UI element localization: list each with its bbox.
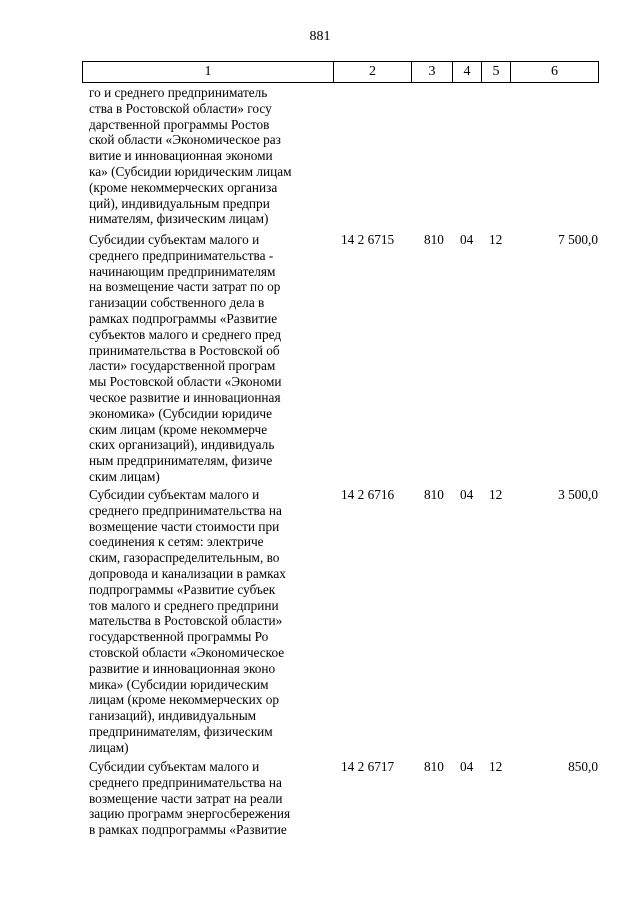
- header-border-right: [598, 62, 599, 82]
- header-col-5: 5: [492, 64, 500, 79]
- row-code: 14 2 6715: [341, 232, 395, 247]
- header-col-4: 4: [463, 64, 471, 79]
- row-col-4: 04: [460, 487, 474, 502]
- row-amount: 7 500,0: [558, 232, 598, 247]
- row-amount: 3 500,0: [558, 487, 598, 502]
- page-number: 881: [309, 29, 331, 44]
- row-col-4: 04: [460, 759, 474, 774]
- header-col-2: 2: [369, 64, 376, 79]
- row-amount: 850,0: [568, 759, 598, 774]
- row-code: 14 2 6717: [341, 759, 395, 774]
- row-col-3: 810: [424, 759, 444, 774]
- row-description: Субсидии субъектам малого и среднего предпринимательства - начинающим предпринимателям на возмещение части затрат по ор ганизации собственного дела в рамках подпрограммы «Развитие субъектов малого и среднего пред принимательства в Ростовской об ласти» государственной програм мы Ростовской области «Экономи ческое развитие и инновационная экономика» (Субсидии юридиче ским лицам (кроме некоммерче ских организаций), индивидуаль ным предпринимателям, физиче ским лицам): [89, 232, 282, 484]
- row-col-5: 12: [489, 759, 503, 774]
- row-col-4: 04: [460, 232, 474, 247]
- row-description: го и среднего предприниматель ства в Ростовской области» госу дарственной программы Ростов ской области «Экономическое раз витие и инновационная экономи ка» (Субсидии юридическим лицам (кроме некоммерческих организа ций), индивидуальным предпри нимателям, физическим лицам): [89, 85, 292, 227]
- row-col-3: 810: [424, 232, 444, 247]
- header-col-3: 3: [428, 64, 436, 79]
- row-description: Субсидии субъектам малого и среднего предпринимательства на возмещение части стоимости при соединения к сетям: электриче ским, газораспределительным, во допровода и канализации в рамках подпрограммы «Развитие субъек тов малого и среднего предприни мательства в Ростовской области» государственной программы Ро стовской области «Экономическое развитие и инновационная эконо мика» (Субсидии юридическим лицам (кроме некоммерческих ор ганизаций), индивидуальным предпринимателям, физическим лицам): [89, 487, 286, 755]
- row-col-3: 810: [424, 487, 444, 502]
- row-description: Субсидии субъектам малого и среднего предпринимательства на возмещение части затрат на реали зацию программ энергосбережения в рамках подпрограммы «Развитие: [89, 759, 291, 838]
- row-code: 14 2 6716: [341, 487, 395, 502]
- table-header: [82, 61, 599, 83]
- header-col-1: 1: [204, 64, 212, 79]
- row-col-5: 12: [489, 487, 503, 502]
- row-col-5: 12: [489, 232, 503, 247]
- header-col-6: 6: [551, 64, 558, 79]
